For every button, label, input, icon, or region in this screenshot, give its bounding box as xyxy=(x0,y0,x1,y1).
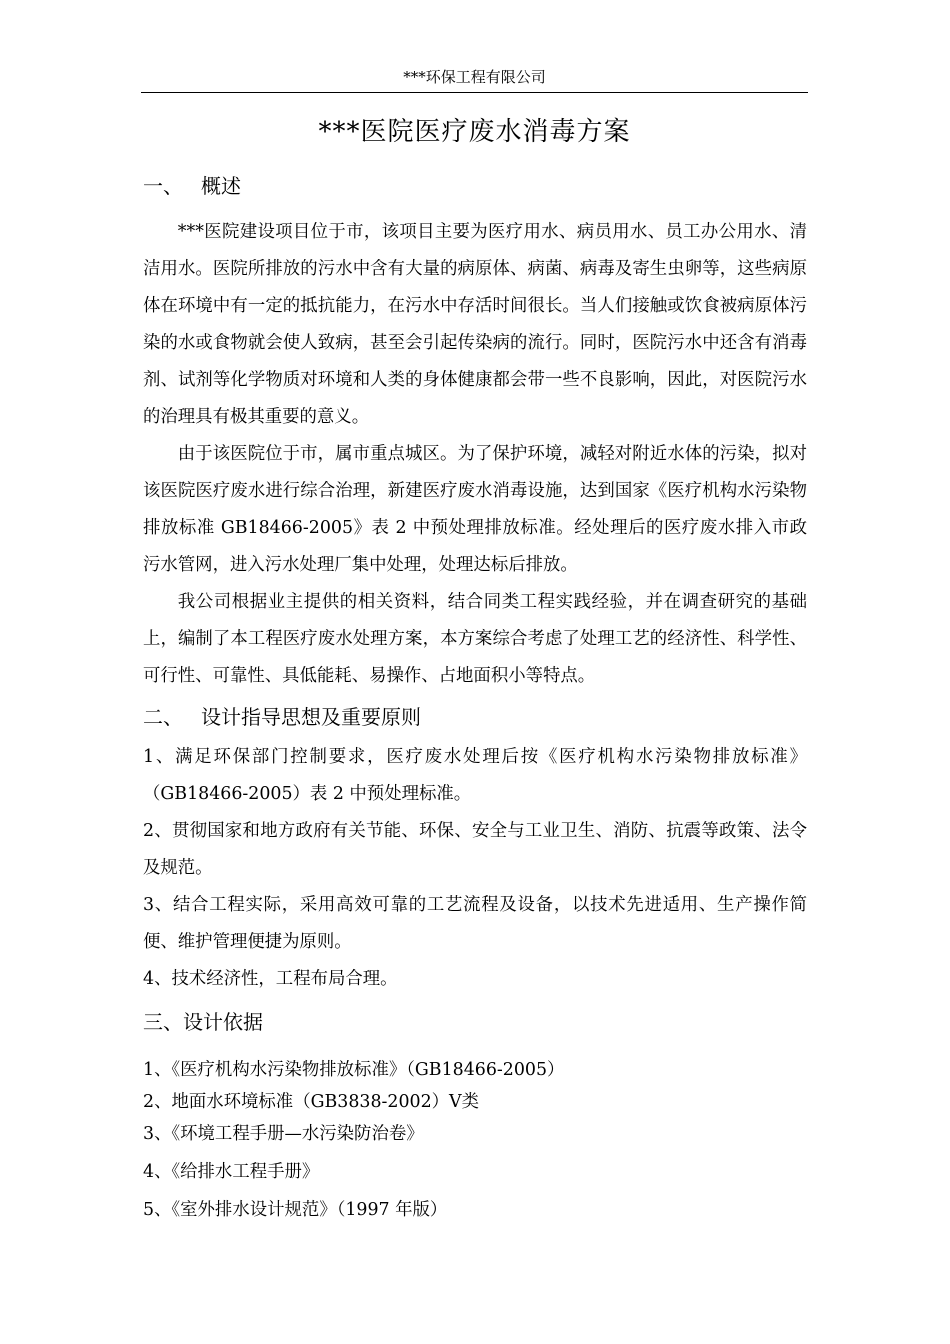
section-1-paragraph: 我公司根据业主提供的相关资料，结合同类工程实践经验，并在调查研究的基础上，编制了本工程医疗废水处理方案，本方案综合考虑了处理工艺的经济性、科学性、可行性、可靠性、具低能耗、易操作、占地面积小等特点。 xyxy=(143,592,807,686)
principle-item: 4、技术经济性，工程布局合理。 xyxy=(143,969,398,989)
document-body xyxy=(143,168,807,1226)
section-1-title: 概述 xyxy=(201,174,241,198)
reference-item: 5、《室外排水设计规范》（1997 年版） xyxy=(143,1200,448,1220)
section-1-heading xyxy=(143,168,807,204)
document-title: ***医院医疗废水消毒方案 xyxy=(318,117,631,147)
section-2-title: 设计指导思想及重要原则 xyxy=(201,705,421,729)
section-2-number: 二、 xyxy=(143,705,183,729)
principle-item: 2、贯彻国家和地方政府有关节能、环保、安全与工业卫生、消防、抗震等政策、法令及规范。 xyxy=(143,821,807,878)
section-1-paragraph: ***医院建设项目位于市，该项目主要为医疗用水、病员用水、员工办公用水、清洁用水。医院所排放的污水中含有大量的病原体、病菌、病毒及寄生虫卵等，这些病原体在环境中有一定的抵抗能力，在污水中存活时间很长。当人们接触或饮食被病原体污染的水或食物就会使人致病，甚至会引起传染病的流行。同时，医院污水中还含有消毒剂、试剂等化学物质对环境和人类的身体健康都会带一些不良影响，因此，对医院污水的治理具有极其重要的意义。 xyxy=(143,222,807,427)
section-1-paragraph: 由于该医院位于市，属市重点城区。为了保护环境，减轻对附近水体的污染，拟对该医院医疗废水进行综合治理，新建医疗废水消毒设施，达到国家《医疗机构水污染物排放标准 GB18466-2005》表 2 中预处理排放标准。经处理后的医疗废水排入市政污水管网，进入污水处理厂集中处理，处理达标后排放。 xyxy=(143,444,807,575)
reference-item: 4、《给排水工程手册》 xyxy=(143,1162,320,1182)
header-divider xyxy=(141,92,808,93)
reference-item: 3、《环境工程手册—水污染防治卷》 xyxy=(143,1124,424,1144)
section-3-heading: 三、设计依据 xyxy=(143,1010,263,1034)
section-2-heading xyxy=(143,699,807,735)
principle-item: 3、结合工程实际，采用高效可靠的工艺流程及设备，以技术先进适用、生产操作简便、维护管理便捷为原则。 xyxy=(143,895,807,952)
reference-item: 1、《医疗机构水污染物排放标准》（GB18466-2005） xyxy=(143,1060,565,1080)
section-1-number: 一、 xyxy=(143,174,183,198)
page-header-company: ***环保工程有限公司 xyxy=(403,68,546,86)
reference-item: 2、地面水环境标准（GB3838-2002）V类 xyxy=(143,1092,479,1112)
principle-item: 1、满足环保部门控制要求，医疗废水处理后按《医疗机构水污染物排放标准》（GB18466-2005）表 2 中预处理标准。 xyxy=(143,747,807,804)
